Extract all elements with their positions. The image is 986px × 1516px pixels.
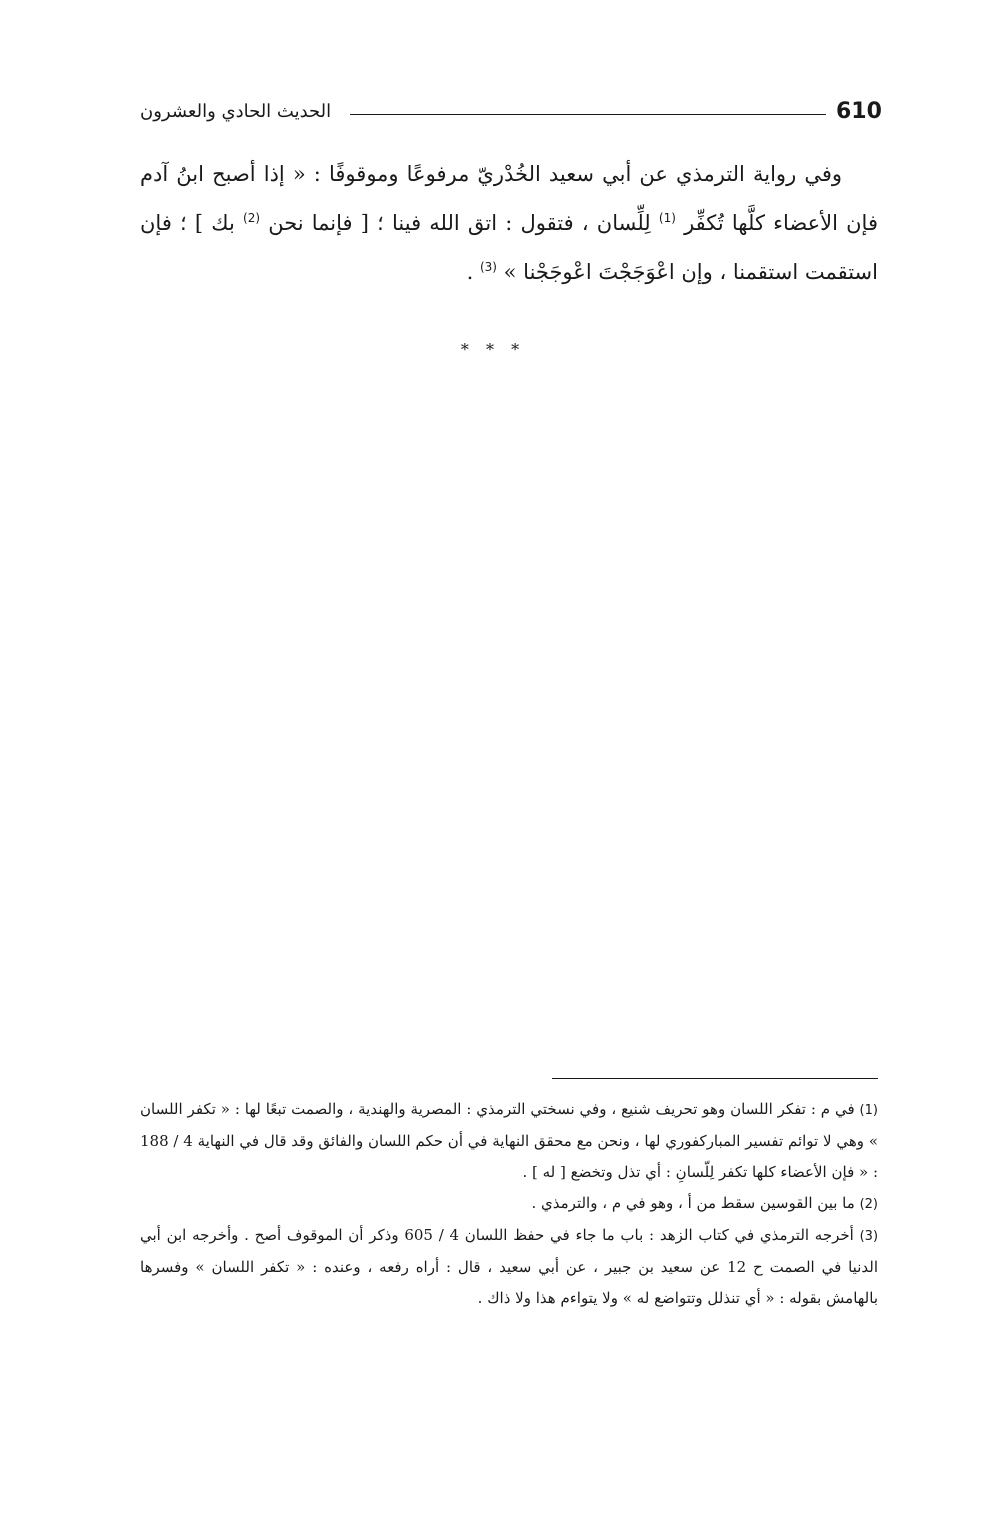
footnote-3 — [140, 1220, 878, 1314]
running-title: الحديث الحادي والعشرون — [140, 101, 332, 122]
footnote-number: (1) — [859, 1103, 878, 1118]
footnote-ref-2[interactable]: (2) — [243, 211, 261, 225]
footnote-ref-1[interactable]: (1) — [658, 211, 676, 225]
footnote-text: في م : تفكر اللسان وهو تحريف شنيع ، وفي نسختي الترمذي : المصرية والهندية ، والصمت تبعًا لها : « تكفر اللسان » وهي لا توائم تفسير المباركفوري لها ، ونحن مع محقق النهاية في أن حكم اللسان والفائق وقد قال في النهاية 4 / 188 : « فإن الأعضاء كلها تكفر لِلّسانِ : أي تذل وتخضع [ له ] . — [140, 1100, 878, 1181]
section-separator: * * * — [460, 340, 526, 359]
main-text-part-1: وفي رواية الترمذي عن أبي سعيد الخُدْريّ مرفوعًا وموقوفًا : « إذا أصبح ابنُ آدم فإن الأعضاء كلَّها تُكفِّر — [140, 162, 878, 235]
footnote-1 — [140, 1094, 878, 1188]
page-number: 610 — [836, 99, 882, 124]
footnote-text: ما بين القوسين سقط من أ ، وهو في م ، والترمذي . — [531, 1194, 855, 1212]
main-text-part-3: بك ] ؛ فإن استقمت استقمنا ، وإن اعْوَجَجْتَ اعْوجَجْنا » — [140, 211, 878, 284]
main-text-end: . — [466, 260, 474, 284]
page-header — [140, 92, 882, 132]
footnote-number: (2) — [859, 1197, 878, 1212]
footnote-ref-3[interactable]: (3) — [479, 260, 497, 274]
main-text-part-2: لِلِّسان ، فتقول : اتق الله فينا ؛ [ فإنما نحن — [268, 211, 651, 235]
header-rule — [350, 114, 826, 115]
footnote-2 — [140, 1188, 878, 1220]
main-paragraph — [140, 152, 878, 294]
footnote-rule — [552, 1078, 878, 1079]
footnotes — [140, 1094, 878, 1314]
footnote-text: أخرجه الترمذي في كتاب الزهد : باب ما جاء في حفظ اللسان 4 / 605 وذكر أن الموقوف أصح . وأخرجه ابن أبي الدنيا في الصمت ح 12 عن سعيد بن جبير ، عن أبي سعيد ، قال : أراه رفعه ، وعنده : « تكفر اللسان » وفسرها بالهامش بقوله : « أي تنذلل وتتواضع له » ولا يتواءم هذا ولا ذاك . — [140, 1226, 878, 1307]
footnote-number: (3) — [859, 1229, 879, 1244]
